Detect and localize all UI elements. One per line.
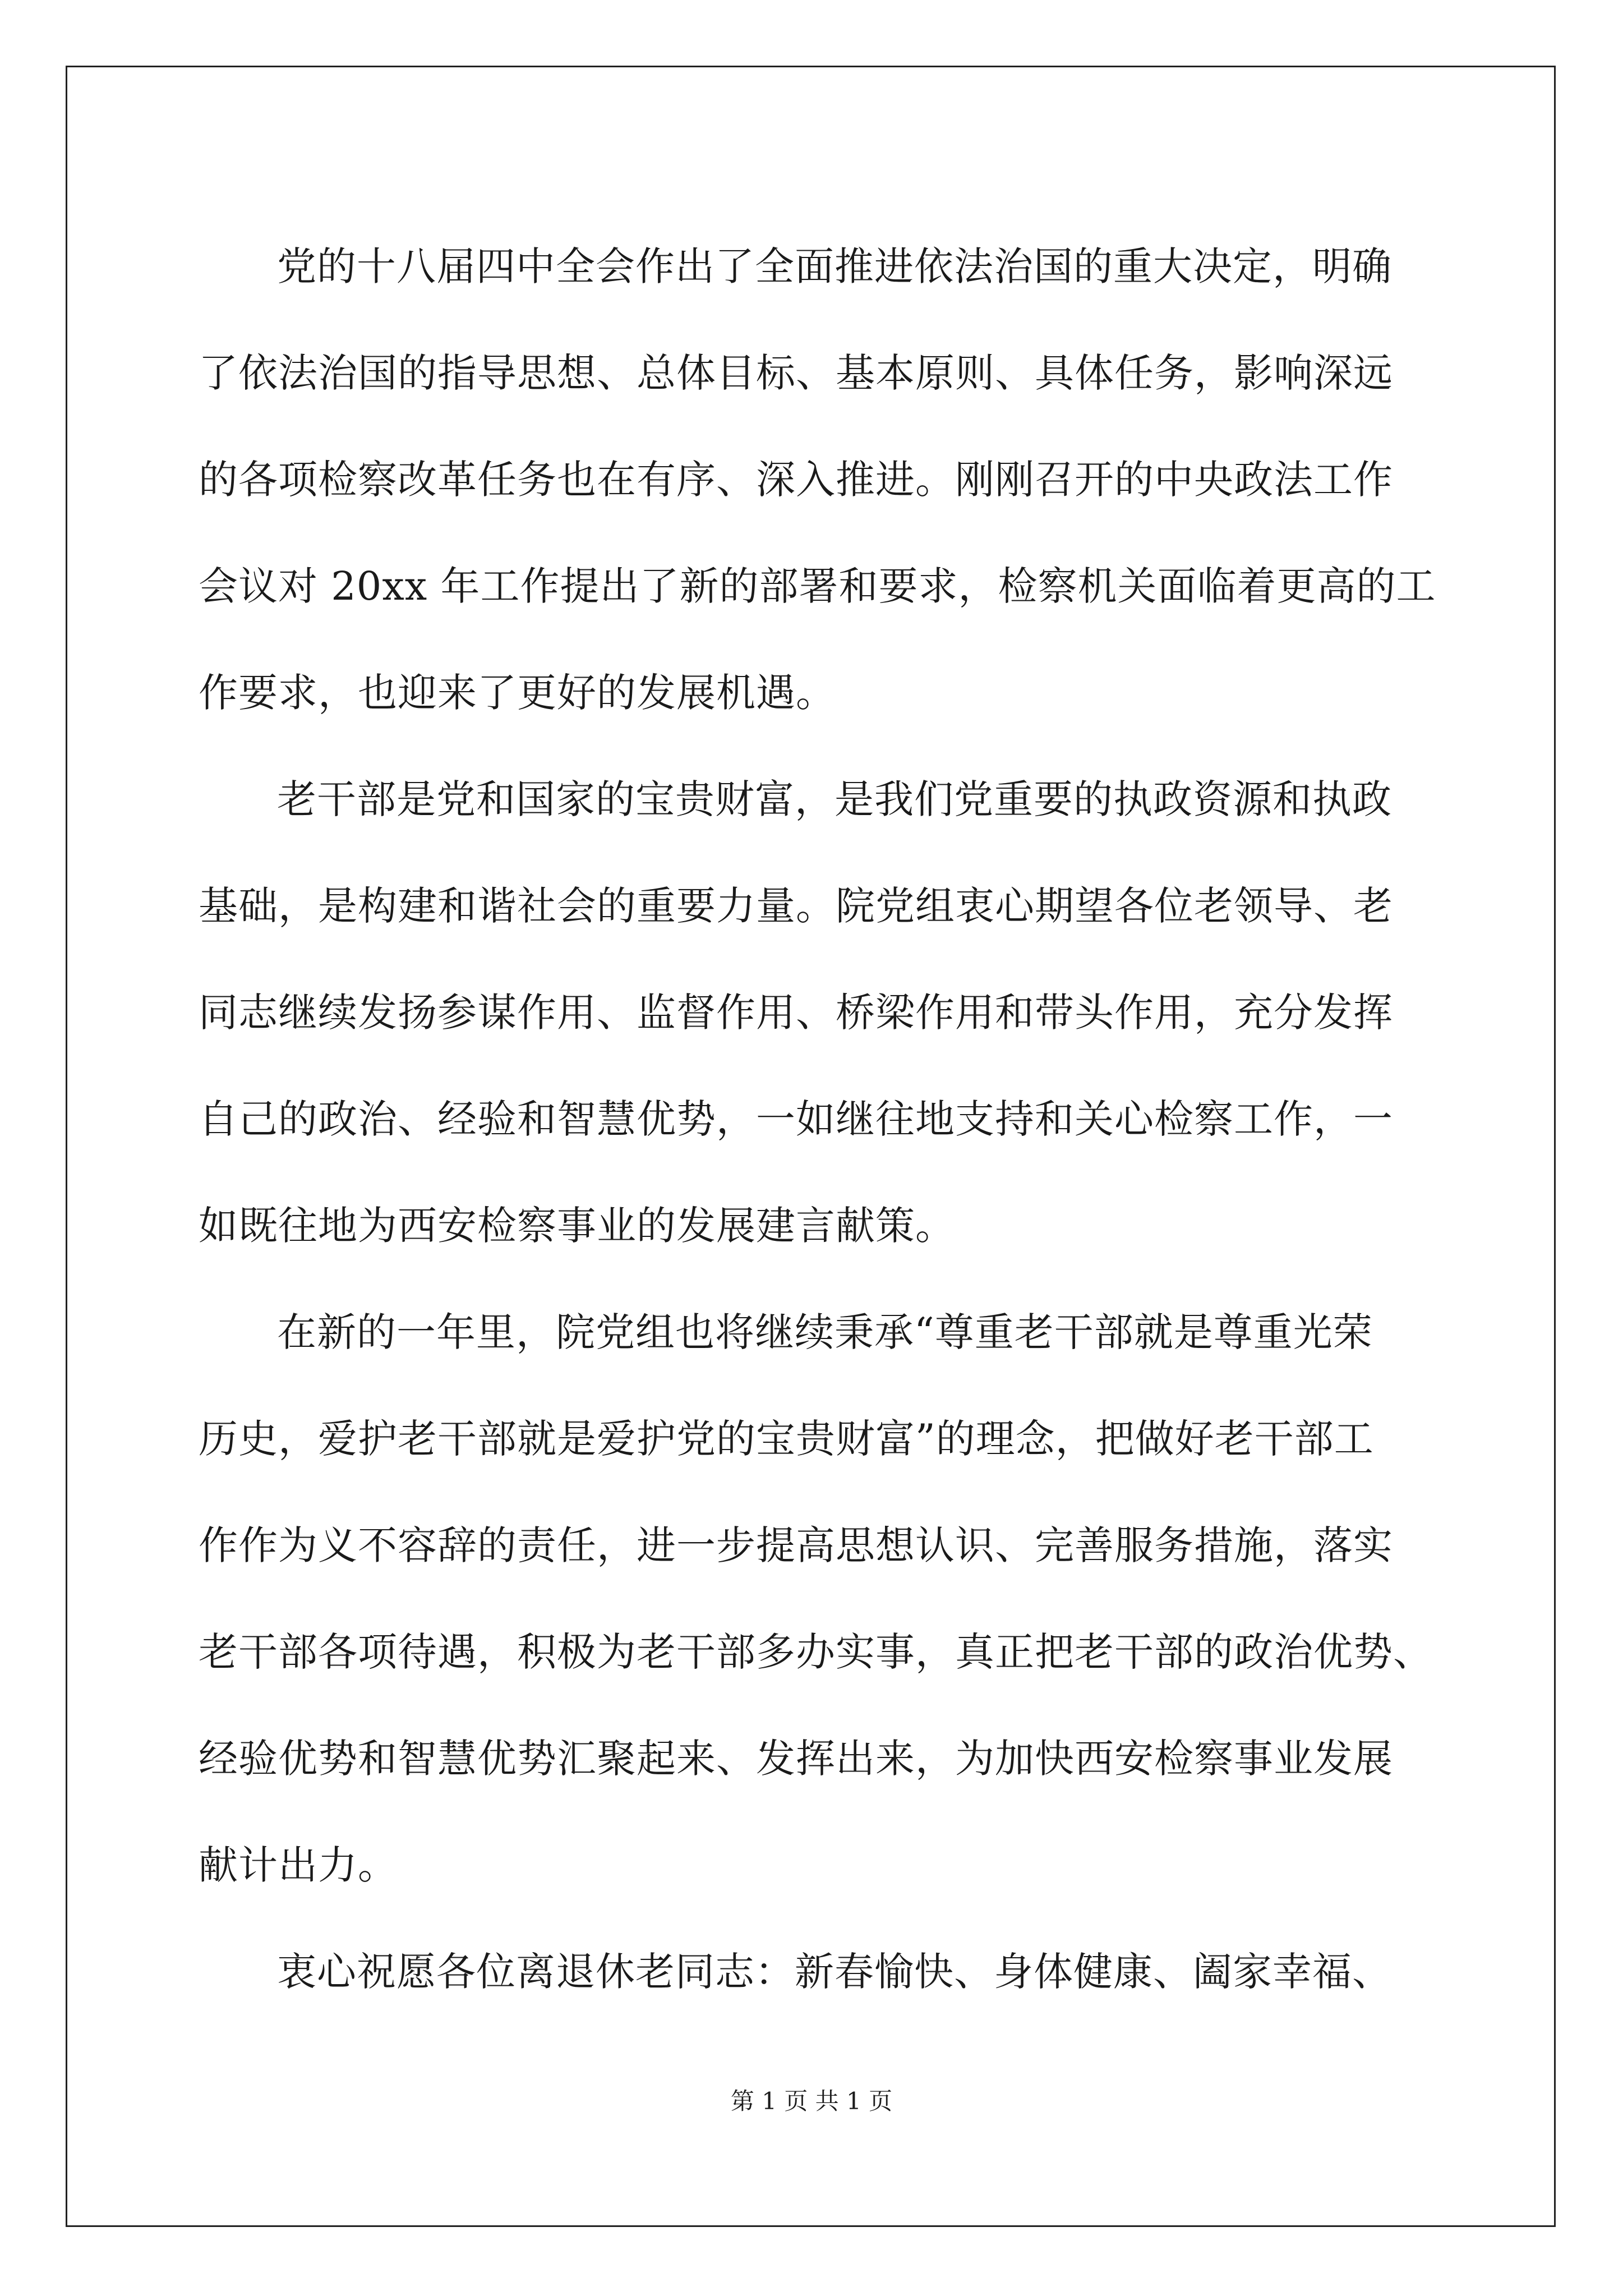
text-line: 献计出力。 [199, 1842, 398, 1888]
paragraph-3 [199, 1279, 1432, 1918]
paragraph-4 [199, 1918, 1432, 2025]
text-line: 了依法治国的指导思想、总体目标、基本原则、具体任务，影响深远 [199, 350, 1393, 396]
text-line: 基础，是构建和谐社会的重要力量。院党组衷心期望各位老领导、老 [199, 883, 1393, 929]
text-line: 经验优势和智慧优势汇聚起来、发挥出来，为加快西安检察事业发展 [199, 1736, 1393, 1782]
text-line: 的各项检察改革任务也在有序、深入推进。刚刚召开的中央政法工作 [199, 457, 1393, 503]
page-number-footer: 第 1 页 共 1 页 [730, 2087, 893, 2115]
text-line: 作要求，也迎来了更好的发展机遇。 [199, 670, 836, 716]
text-line: 老干部各项待遇，积极为老干部多办实事，真正把老干部的政治优势、 [199, 1629, 1433, 1675]
text-line: 会议对 20xx 年工作提出了新的部署和要求，检察机关面临着更高的工 [199, 563, 1436, 609]
text-line: 作作为义不容辞的责任，进一步提高思想认识、完善服务措施，落实 [199, 1522, 1393, 1568]
document-body [199, 213, 1436, 2025]
paragraph-1 [199, 213, 1436, 746]
text-line: 老干部是党和国家的宝贵财富，是我们党重要的执政资源和执政 [277, 776, 1392, 822]
text-line: 如既往地为西安检察事业的发展建言献策。 [199, 1203, 955, 1249]
text-line: 自己的政治、经验和智慧优势，一如继往地支持和关心检察工作，一 [199, 1096, 1393, 1142]
text-line: 在新的一年里，院党组也将继续秉承“尊重老干部就是尊重光荣 [277, 1309, 1373, 1355]
text-line: 党的十八届四中全会作出了全面推进依法治国的重大决定，明确 [277, 243, 1392, 289]
text-line: 同志继续发扬参谋作用、监督作用、桥梁作用和带头作用，充分发挥 [199, 990, 1393, 1036]
paragraph-2 [199, 746, 1432, 1279]
text-line: 衷心祝愿各位离退休老同志：新春愉快、身体健康、阖家幸福、 [277, 1949, 1392, 1995]
text-line: 历史，爱护老干部就是爱护党的宝贵财富”的理念，把做好老干部工 [199, 1416, 1374, 1462]
